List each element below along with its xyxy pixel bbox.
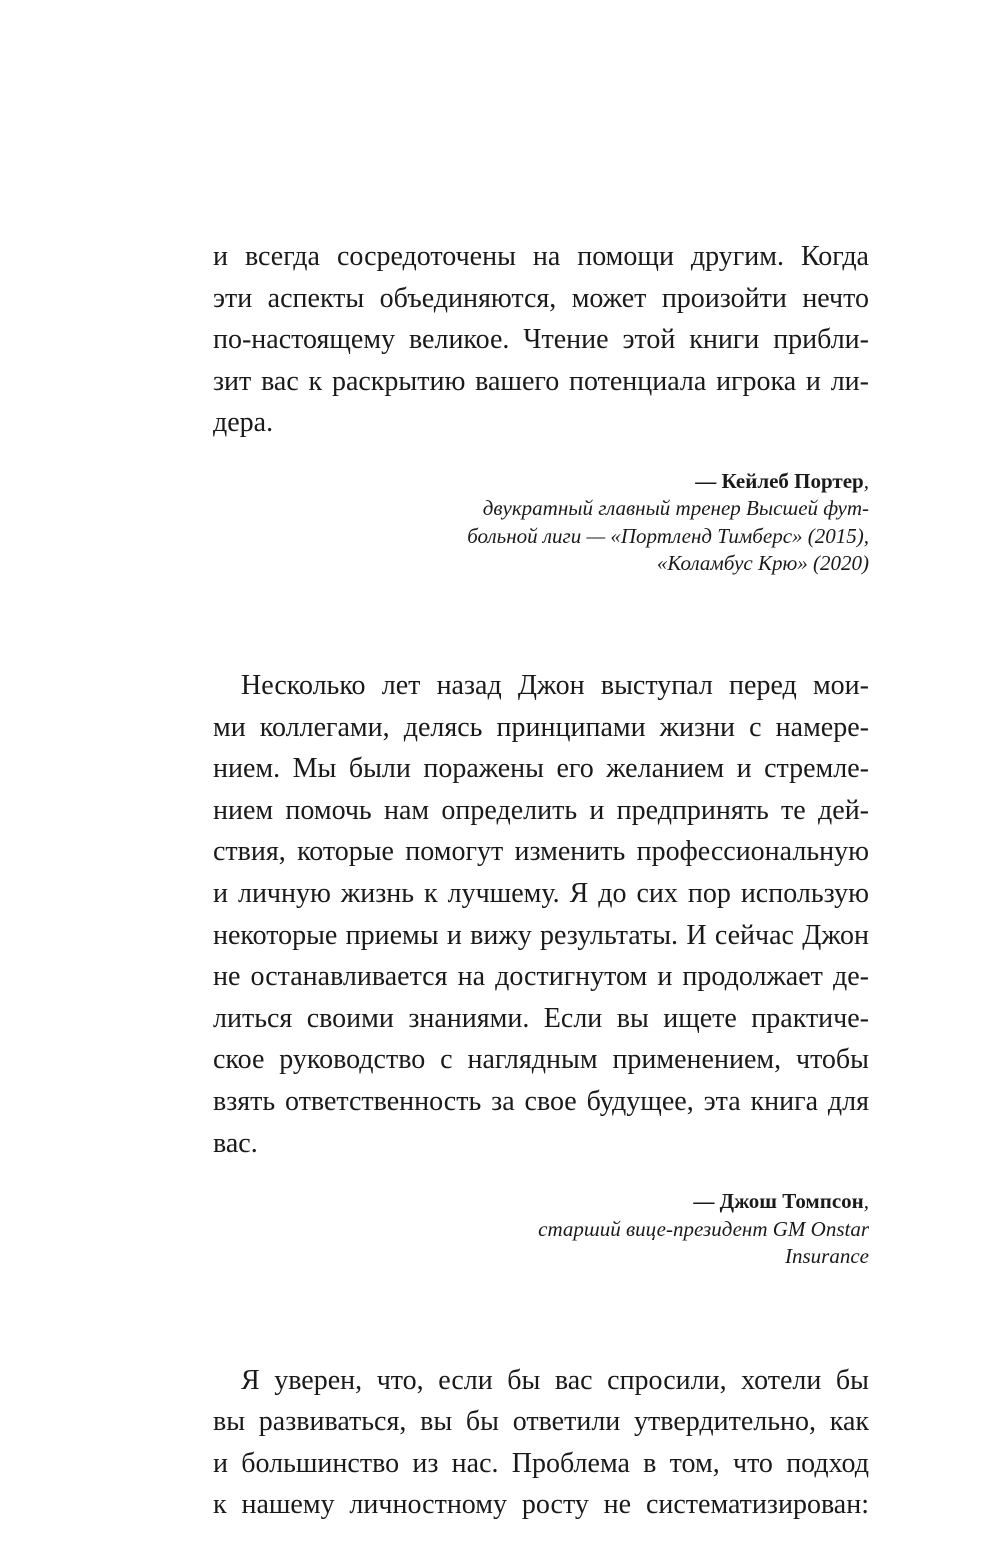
attribution-role-line: «Коламбус Крю» (2020) <box>656 551 869 576</box>
attribution-2 <box>213 1188 869 1271</box>
text-line: ское руководство с наглядным применением, чтобы <box>213 1044 869 1076</box>
text-line: взять ответственность за свое будущее, эта книга для <box>213 1085 869 1117</box>
text-line: эти аспекты объединяются, может произойти нечто <box>213 282 869 314</box>
attribution-role-line: старший вице-президент GM Onstar <box>538 1216 869 1241</box>
text-line: к нашему личностному росту не систематизирован: <box>213 1489 869 1521</box>
book-page <box>213 236 869 1526</box>
text-line: ствия, которые помогут изменить профессиональную <box>213 836 869 868</box>
attribution-author: — Джош Томпсон, <box>693 1189 869 1214</box>
attribution-role-line: двукратный главный тренер Высшей фут- <box>482 496 869 521</box>
attribution-1 <box>213 468 869 578</box>
text-line: нием помочь нам определить и предпринять те дей- <box>213 794 869 826</box>
text-line: вы развиваться, вы бы ответили утвердительно, как <box>213 1406 869 1438</box>
paragraph-3 <box>213 1360 869 1526</box>
text-line: некоторые приемы и вижу результаты. И сейчас Джон <box>213 919 869 951</box>
attribution-role-line: Insurance <box>785 1244 869 1269</box>
attribution-role-line: больной лиги — «Портленд Тимберс» (2015), <box>467 523 869 548</box>
text-line: ми коллегами, делясь принципами жизни с намере- <box>213 711 869 743</box>
text-line: и всегда сосредоточены на помощи другим. Когда <box>213 241 869 272</box>
text-line: зит вас к раскрытию вашего потенциала игрока и ли- <box>213 365 869 397</box>
text-line: вас. <box>213 1127 258 1159</box>
text-line: дера. <box>213 407 274 439</box>
text-line: и личную жизнь к лучшему. Я до сих пор использую <box>213 877 869 909</box>
paragraph-2 <box>213 665 869 1164</box>
text-line: по-настоящему великое. Чтение этой книги прибли- <box>213 324 869 356</box>
text-line: нием. Мы были поражены его желанием и стремле- <box>213 753 869 785</box>
text-line: и большинство из нас. Проблема в том, что подход <box>213 1447 869 1479</box>
attribution-author: — Кейлеб Портер, <box>695 468 869 493</box>
text-line: литься своими знаниями. Если вы ищете практиче- <box>213 1002 869 1034</box>
paragraph-1 <box>213 236 869 444</box>
text-line: не останавливается на достигнутом и продолжает де- <box>213 961 869 993</box>
text-line: Я уверен, что, если бы вас спросили, хотели бы <box>241 1364 869 1396</box>
text-line: Несколько лет назад Джон выступал перед мои- <box>241 669 869 701</box>
